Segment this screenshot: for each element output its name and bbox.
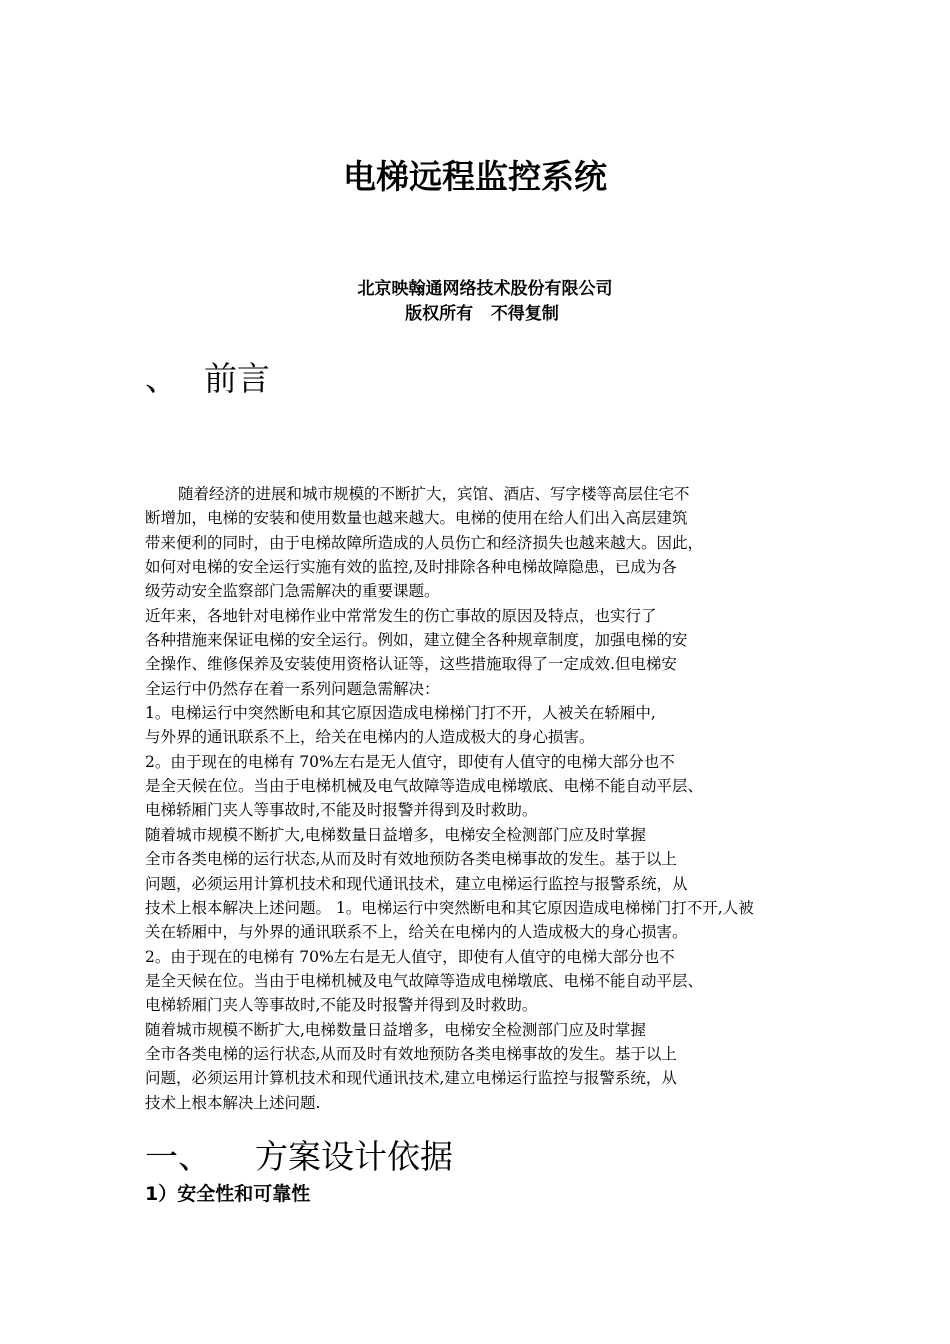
section-heading-design-basis (145, 1134, 453, 1180)
section-number: 、 (145, 359, 178, 398)
body-line: 随着城市规模不断扩大,电梯数量日益增多，电梯安全检测部门应及时掌握 (145, 825, 646, 844)
body-line: 带来便利的同时，由于电梯故障所造成的人员伤亡和经济损失也越来越大。因此， (145, 533, 704, 552)
body-line: 全市各类电梯的运行状态,从而及时有效地预防各类电梯事故的发生。基于以上 (145, 850, 677, 869)
body-line: 级劳动安全监察部门急需解决的重要课题。 (145, 582, 440, 601)
body-line: 电梯轿厢门夹人等事故时,不能及时报警并得到及时救助。 (145, 996, 538, 1015)
body-line: 电梯轿厢门夹人等事故时,不能及时报警并得到及时救助。 (145, 801, 538, 820)
body-line: 全操作、维修保养及安装使用资格认证等，这些措施取得了一定成效.但电梯安 (145, 655, 677, 674)
section-title: 前言 (204, 359, 270, 398)
body-line: 随着经济的进展和城市规模的不断扩大，宾馆、酒店、写字楼等高层住宅不 (178, 485, 690, 503)
body-line: 随着城市规模不断扩大,电梯数量日益增多，电梯安全检测部门应及时掌握 (145, 1020, 646, 1039)
body-line: 是全天候在位。当由于电梯机械及电气故障等造成电梯墩底、电梯不能自动平层、 (145, 777, 704, 796)
section-number: 一、 (145, 1137, 211, 1176)
body-line: 1。电梯运行中突然断电和其它原因造成电梯梯门打不开，人被关在轿厢中, (145, 704, 656, 723)
body-line: 是全天候在位。当由于电梯机械及电气故障等造成电梯墩底、电梯不能自动平层、 (145, 971, 704, 990)
body-line: 技术上根本解决上述问题。 1。电梯运行中突然断电和其它原因造成电梯梯门打不开,人被 (145, 898, 754, 917)
section-title: 方案设计依据 (255, 1137, 453, 1176)
copyright-notice: 版权所有 不得复制 (405, 304, 559, 324)
body-line: 问题，必须运用计算机技术和现代通讯技术,建立电梯运行监控与报警系统，从 (145, 1069, 677, 1088)
subsection-heading: 1）安全性和可靠性 (145, 1183, 311, 1205)
body-line: 近年来，各地针对电梯作业中常常发生的伤亡事故的原因及特点，也实行了 (145, 606, 657, 625)
body-line: 技术上根本解决上述问题. (145, 1093, 321, 1112)
body-line: 断增加，电梯的安装和使用数量也越来越大。电梯的使用在给人们出入高层建筑 (145, 509, 688, 528)
body-paragraphs (145, 482, 845, 1115)
body-line: 全运行中仍然存在着一系列问题急需解决： (145, 679, 440, 698)
body-line: 全市各类电梯的运行状态,从而及时有效地预防各类电梯事故的发生。基于以上 (145, 1044, 677, 1063)
body-line: 各种措施来保证电梯的安全运行。例如，建立健全各种规章制度，加强电梯的安 (145, 631, 688, 650)
document-title: 电梯远程监控系统 (343, 157, 607, 196)
body-line: 2。由于现在的电梯有 70%左右是无人值守，即使有人值守的电梯大部分也不 (145, 752, 675, 771)
section-heading-preface (145, 356, 270, 402)
body-line: 与外界的通讯联系不上，给关在电梯内的人造成极大的身心损害。 (145, 728, 595, 747)
company-name: 北京映翰通网络技术股份有限公司 (357, 279, 613, 299)
body-line: 如何对电梯的安全运行实施有效的监控,及时排除各种电梯故障隐患，已成为各 (145, 558, 677, 577)
body-line: 关在轿厢中，与外界的通讯联系不上，给关在电梯内的人造成极大的身心损害。 (145, 923, 688, 942)
body-line: 2。由于现在的电梯有 70%左右是无人值守，即使有人值守的电梯大部分也不 (145, 947, 675, 966)
body-line: 问题，必须运用计算机技术和现代通讯技术，建立电梯运行监控与报警系统，从 (145, 874, 688, 893)
